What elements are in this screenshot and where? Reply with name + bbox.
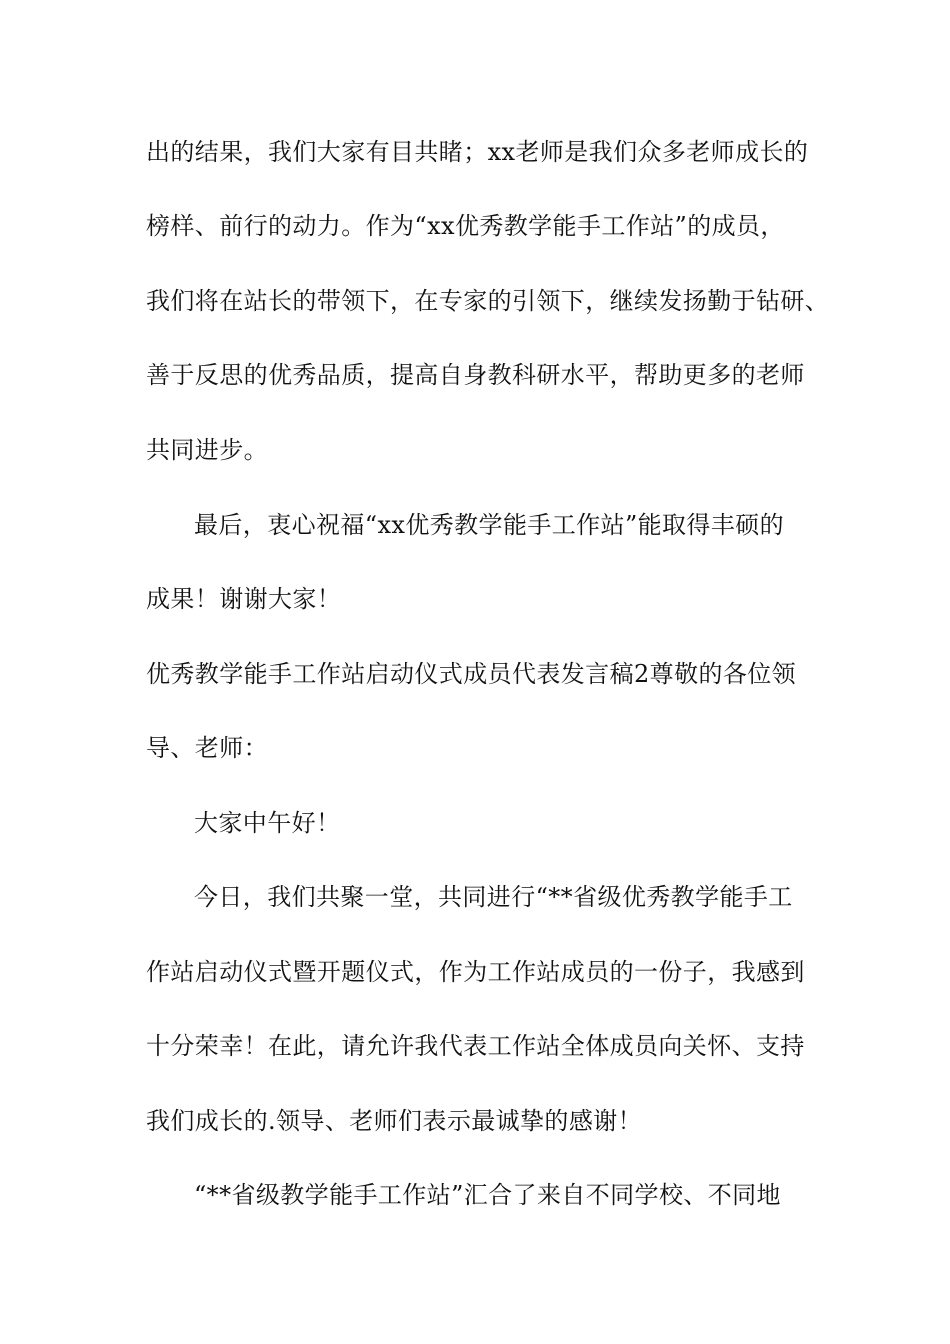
text-line-9: 导、老师： [146, 734, 268, 762]
text-line-7: 成果！谢谢大家！ [146, 585, 342, 613]
text-line-1: 出的结果，我们大家有目共睹；xx老师是我们众多老师成长的 [146, 138, 809, 166]
text-line-6: 最后，衷心祝福“xx优秀教学能手工作站”能取得丰硕的 [194, 511, 785, 539]
text-line-8: 优秀教学能手工作站启动仪式成员代表发言稿2尊敬的各位领 [146, 660, 797, 688]
text-line-11: 今日，我们共聚一堂，共同进行“**省级优秀教学能手工 [194, 883, 793, 911]
text-line-4: 善于反思的优秀品质，提高自身教科研水平，帮助更多的老师 [146, 361, 805, 389]
text-line-3: 我们将在站长的带领下，在专家的引领下，继续发扬勤于钻研、 [146, 287, 830, 315]
text-line-10: 大家中午好！ [194, 809, 341, 837]
text-line-12: 作站启动仪式暨开题仪式，作为工作站成员的一份子，我感到 [146, 958, 805, 986]
text-line-2: 榜样、前行的动力。作为“xx优秀教学能手工作站”的成员， [146, 212, 785, 240]
text-line-5: 共同进步。 [146, 436, 268, 464]
text-line-13: 十分荣幸！在此，请允许我代表工作站全体成员向关怀、支持 [146, 1032, 805, 1060]
text-line-15: “**省级教学能手工作站”汇合了来自不同学校、不同地 [194, 1181, 781, 1209]
text-line-14: 我们成长的.领导、老师们表示最诚挚的感谢！ [146, 1107, 643, 1135]
